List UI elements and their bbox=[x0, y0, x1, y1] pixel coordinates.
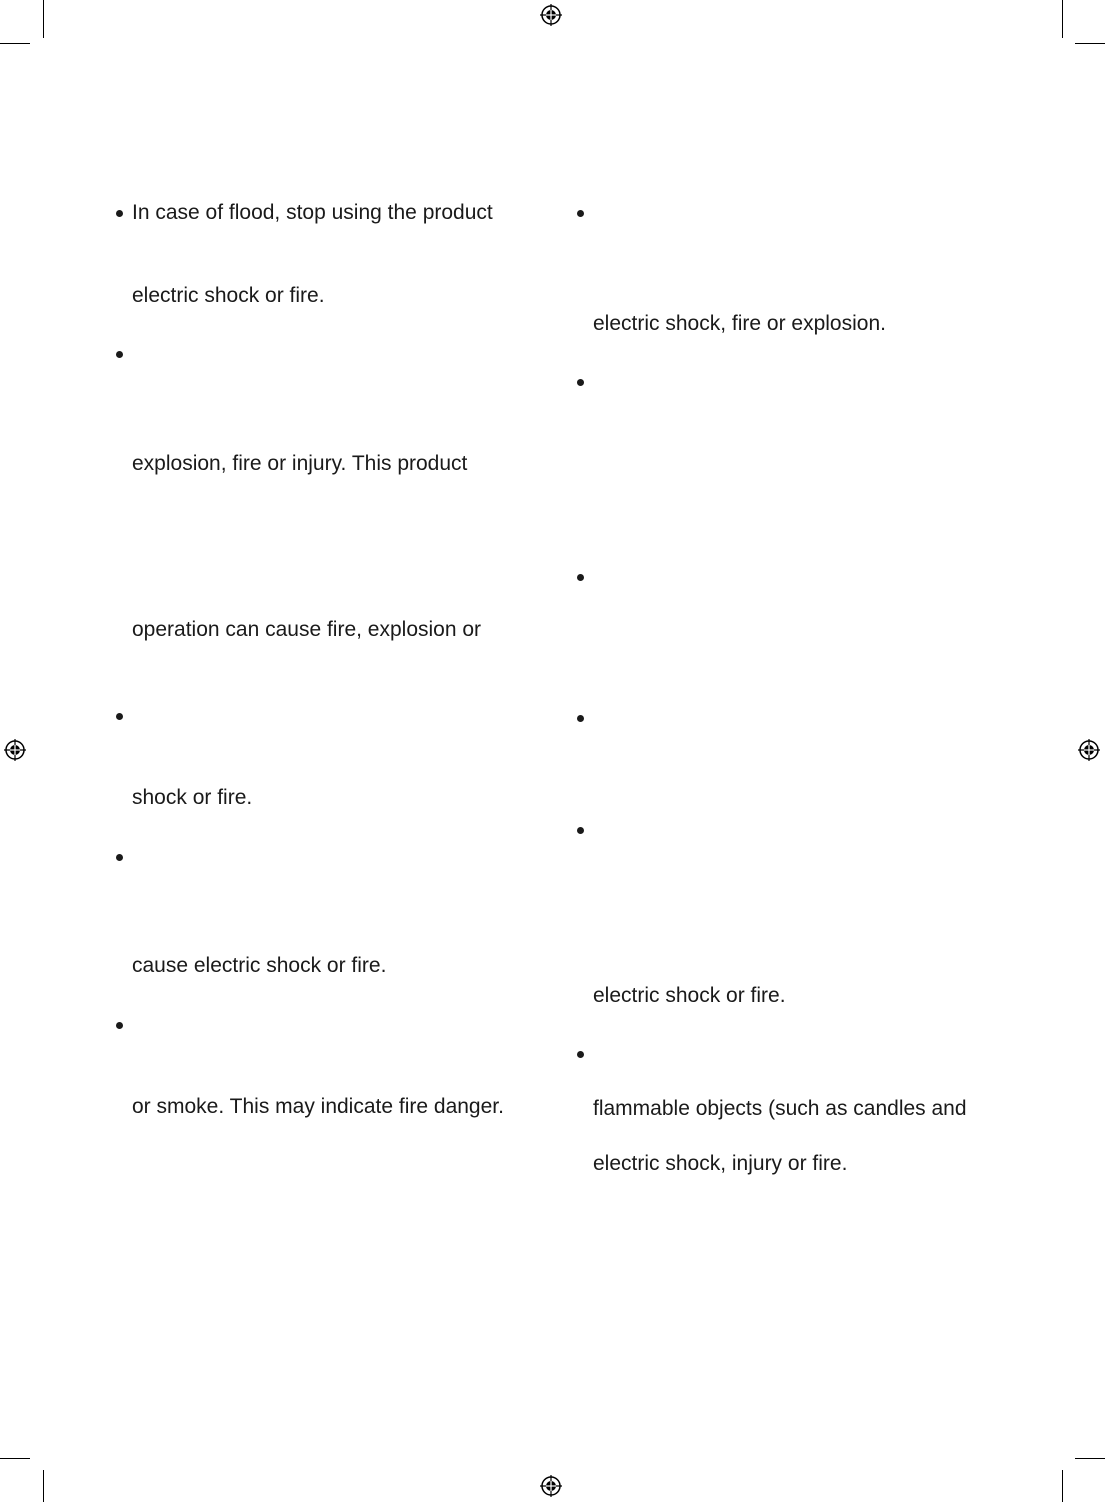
bullet-dot-icon bbox=[116, 854, 123, 861]
registration-target-icon bbox=[1078, 739, 1100, 761]
crop-mark-top-left-horizontal bbox=[0, 43, 30, 44]
right-text-line: flammable objects (such as candles and bbox=[593, 1097, 967, 1120]
left-text-line: In case of flood, stop using the product bbox=[132, 201, 493, 224]
bullet-dot-icon bbox=[116, 713, 123, 720]
registration-target-icon bbox=[4, 739, 26, 761]
bullet-dot-icon bbox=[577, 1051, 584, 1058]
crop-mark-bottom-left-horizontal bbox=[0, 1458, 30, 1459]
left-text-line: electric shock or fire. bbox=[132, 284, 325, 307]
left-text-line: or smoke. This may indicate fire danger. bbox=[132, 1095, 504, 1118]
right-text-line: electric shock or fire. bbox=[593, 984, 786, 1007]
bullet-dot-icon bbox=[577, 574, 584, 581]
registration-target-icon bbox=[540, 4, 562, 26]
bullet-dot-icon bbox=[577, 379, 584, 386]
bullet-dot-icon bbox=[116, 210, 123, 217]
crop-mark-bottom-right-horizontal bbox=[1075, 1458, 1105, 1459]
crop-mark-top-right-vertical bbox=[1062, 0, 1063, 38]
bullet-dot-icon bbox=[116, 1022, 123, 1029]
crop-mark-top-left-vertical bbox=[43, 0, 44, 38]
bullet-dot-icon bbox=[577, 715, 584, 722]
right-text-line: electric shock, injury or fire. bbox=[593, 1152, 848, 1175]
crop-mark-bottom-right-vertical bbox=[1062, 1470, 1063, 1502]
left-text-line: operation can cause fire, explosion or bbox=[132, 618, 482, 641]
bullet-dot-icon bbox=[116, 351, 123, 358]
left-text-line: cause electric shock or fire. bbox=[132, 954, 387, 977]
left-text-line: explosion, fire or injury. This product bbox=[132, 452, 468, 475]
bullet-dot-icon bbox=[577, 210, 584, 217]
crop-mark-top-right-horizontal bbox=[1075, 43, 1105, 44]
right-text-line: electric shock, fire or explosion. bbox=[593, 312, 886, 335]
left-text-line: shock or fire. bbox=[132, 786, 253, 809]
bullet-dot-icon bbox=[577, 827, 584, 834]
registration-target-icon bbox=[540, 1475, 562, 1497]
crop-mark-bottom-left-vertical bbox=[43, 1470, 44, 1502]
